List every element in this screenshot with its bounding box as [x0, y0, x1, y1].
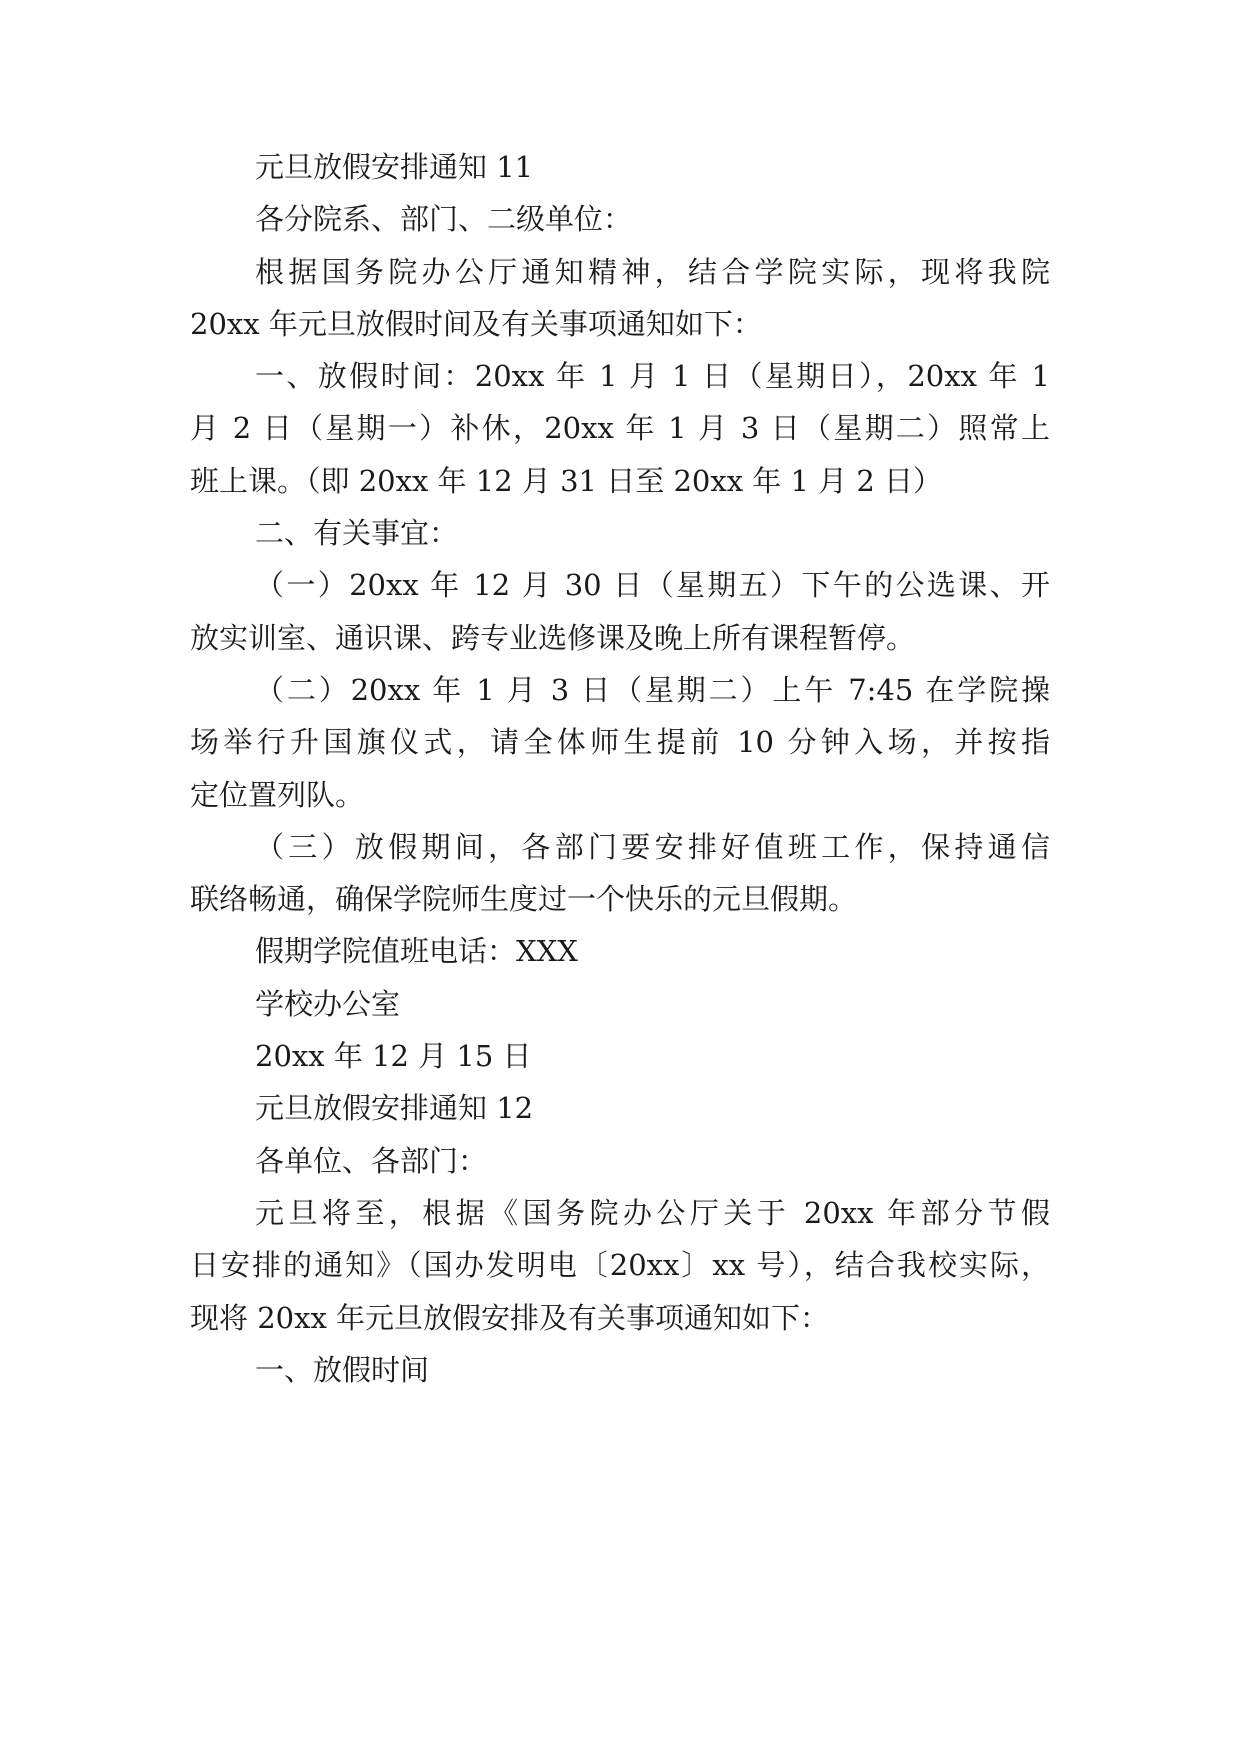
notice-12-addressee: 各单位、各部门：: [255, 1143, 488, 1178]
notice-11-sub-2-line: （二）20xx 年 1 月 3 日（星期二）上午 7:45 在学院操: [255, 672, 1050, 707]
notice-12-intro-line: 现将 20xx 年元旦放假安排及有关事项通知如下：: [190, 1300, 830, 1335]
notice-11-item-2-heading: 二、有关事宜：: [255, 516, 459, 551]
document-body: [190, 141, 1050, 1396]
notice-11-duty-phone: 假期学院值班电话：XXX: [255, 934, 578, 969]
notice-12-title: 元旦放假安排通知 12: [255, 1091, 534, 1126]
notice-11-item-1-line: 月 2 日（星期一）补休，20xx 年 1 月 3 日（星期二）照常上: [190, 411, 1050, 446]
notice-11-title: 元旦放假安排通知 11: [255, 150, 534, 184]
notice-12-intro-line: 日安排的通知》（国办发明电〔20xx〕xx 号），结合我校实际，: [190, 1248, 1050, 1283]
notice-11-intro-line: 根据国务院办公厅通知精神，结合学院实际，现将我院: [255, 254, 1050, 289]
notice-11-date: 20xx 年 12 月 15 日: [255, 1039, 532, 1074]
notice-11-addressee: 各分院系、部门、二级单位：: [255, 202, 633, 237]
notice-12-intro-line: 元旦将至，根据《国务院办公厅关于 20xx 年部分节假: [255, 1195, 1050, 1230]
notice-11-sub-1-line: 放实训室、通识课、跨专业选修课及晚上所有课程暂停。: [190, 620, 916, 655]
notice-11-sub-1-line: （一）20xx 年 12 月 30 日（星期五）下午的公选课、开: [255, 568, 1050, 603]
notice-11-item-1-line: 班上课。（即 20xx 年 12 月 31 日至 20xx 年 1 月 2 日）: [190, 463, 943, 498]
notice-11-item-1-line: 一、放假时间：20xx 年 1 月 1 日（星期日），20xx 年 1: [255, 359, 1050, 394]
notice-12-item-1-heading: 一、放假时间: [255, 1352, 430, 1387]
notice-11-sub-2-line: 场举行升国旗仪式，请全体师生提前 10 分钟入场，并按指: [190, 725, 1050, 760]
notice-11-intro-line: 20xx 年元旦放假时间及有关事项通知如下：: [190, 306, 762, 341]
notice-11-sub-3-line: 联络畅通，确保学院师生度过一个快乐的元旦假期。: [190, 882, 858, 917]
notice-11-sub-2-line: 定位置列队。: [190, 777, 365, 812]
notice-11-signature: 学校办公室: [255, 986, 401, 1021]
notice-11-sub-3-line: （三）放假期间，各部门要安排好值班工作，保持通信: [255, 829, 1050, 864]
